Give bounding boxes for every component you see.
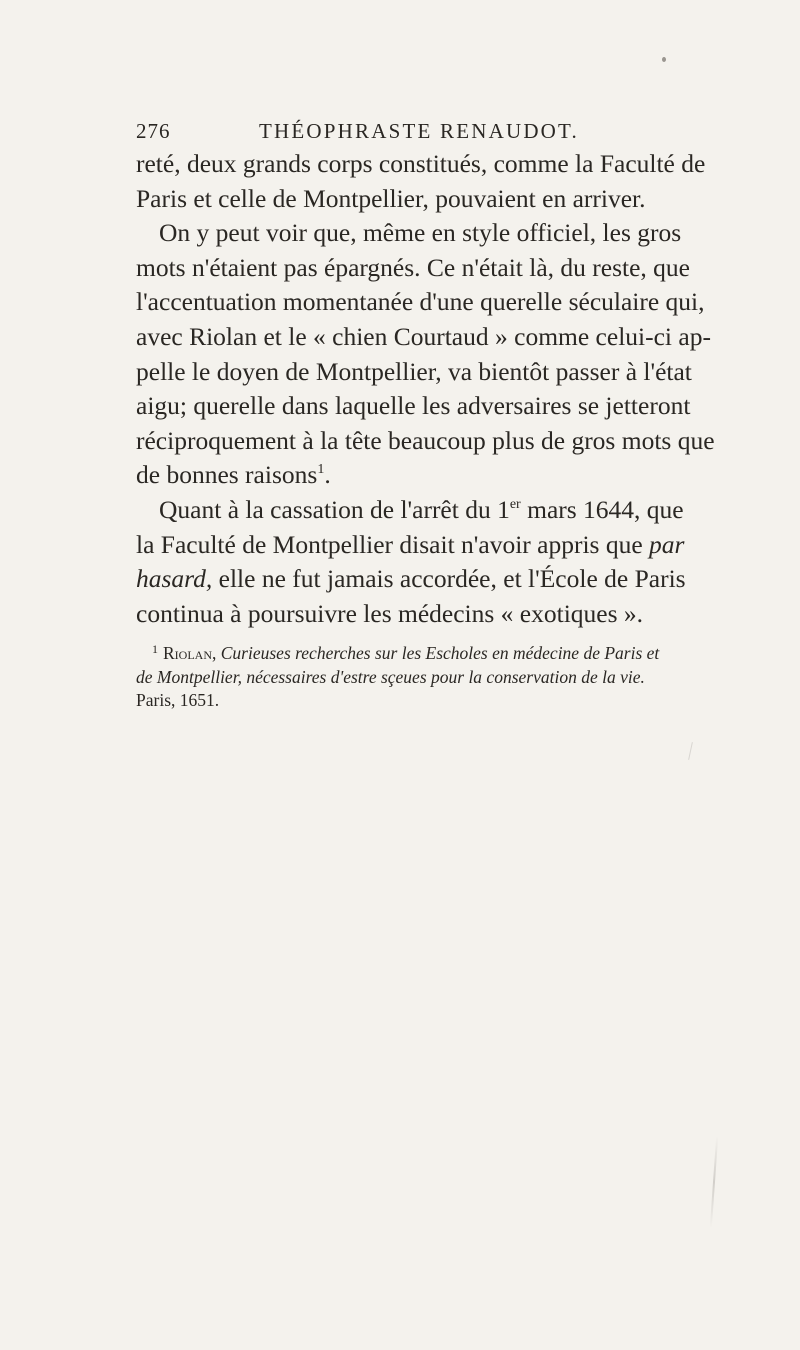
paper-mark xyxy=(710,1136,718,1228)
text-line xyxy=(136,528,740,563)
italic-text: par xyxy=(649,529,685,559)
text-line: reté, deux grands corps constitués, comme la Faculté de xyxy=(136,149,706,178)
text-line: On y peut voir que, même en style officiel, les gros xyxy=(159,218,682,248)
ink-speck xyxy=(662,57,666,62)
text-line: mots n'étaient pas épargnés. Ce n'était là, du reste, que xyxy=(136,252,690,282)
footnote-reference: 1 xyxy=(317,462,325,478)
text-line: avec Riolan et le « chien Courtaud » comme celui-ci ap- xyxy=(136,321,711,351)
footnote-title: Curieuses recherches sur les Escholes en médecine de Paris et xyxy=(220,643,660,663)
paper-mark xyxy=(688,742,693,760)
text-segment: mars 1644, que xyxy=(527,494,684,524)
main-text xyxy=(136,147,740,631)
footnote-line: de Montpellier, nécessaires d'estre sçeues pour la conservation de la vie. xyxy=(136,666,645,687)
text-line: réciproquement à la tête beaucoup plus de gros mots que xyxy=(136,425,715,455)
italic-text: hasard, xyxy=(136,564,213,594)
ordinal-suffix: er xyxy=(509,496,521,512)
text-line: continua à poursuivre les médecins « exotiques ». xyxy=(136,598,644,628)
text-line: de bonnes raisons$^1$. xyxy=(136,460,331,490)
text-segment: Quant à la cassation de l'arrêt du 1 xyxy=(159,494,510,524)
running-title: THÉOPHRASTE RENAUDOT. xyxy=(259,119,579,143)
text-line xyxy=(136,493,740,528)
running-head xyxy=(136,119,736,143)
text-segment: la Faculté de Montpellier disait n'avoir appris que xyxy=(136,529,643,559)
text-segment: de bonnes raisons xyxy=(136,460,318,490)
text-line: Paris et celle de Montpellier, pouvaient en arriver. xyxy=(136,183,646,213)
footnote xyxy=(136,642,740,713)
footnote-marker: 1 xyxy=(152,642,158,656)
footnote-author: Riolan, xyxy=(163,643,217,663)
text-line xyxy=(136,562,740,597)
footnote-imprint: Paris, 1651. xyxy=(136,690,220,710)
text-segment: elle ne fut jamais accordée, et l'École de Paris xyxy=(218,564,686,594)
text-line: aigu; querelle dans laquelle les adversaires se jetteront xyxy=(136,391,691,421)
page-number: 276 xyxy=(136,119,171,143)
text-line: l'accentuation momentanée d'une querelle séculaire qui, xyxy=(136,287,705,317)
footnote-line xyxy=(136,642,740,666)
text-line: pelle le doyen de Montpellier, va bientôt passer à l'état xyxy=(136,356,692,386)
